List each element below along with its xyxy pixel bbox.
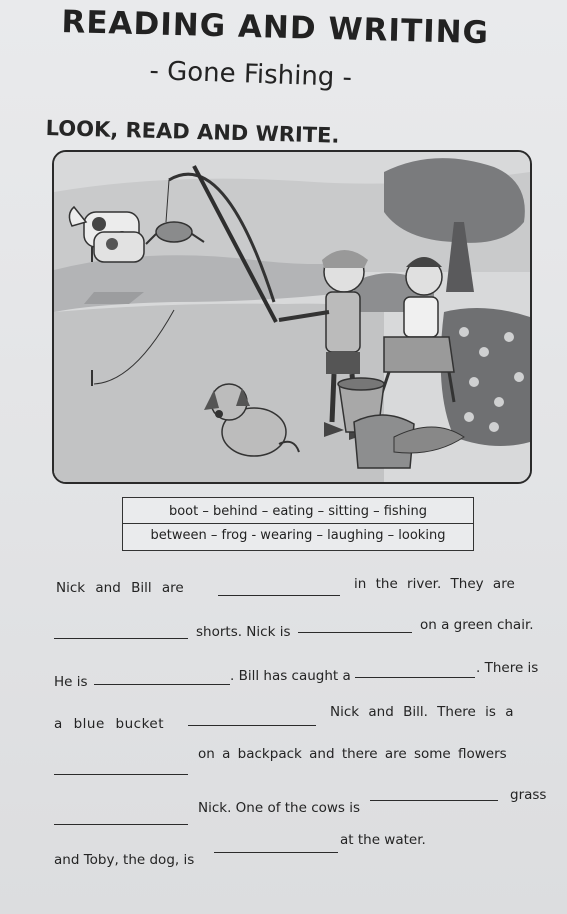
text-line-2a: shorts. Nick is [196,624,291,640]
answer-blank-6[interactable] [188,725,316,726]
answer-blank-8[interactable] [54,824,188,825]
instruction-heading: LOOK, READ AND WRITE. [45,116,340,148]
text-line-1b: in the river. They are [354,576,515,592]
answer-blank-10[interactable] [214,852,338,853]
page-title: READING AND WRITING [61,4,490,52]
text-line-1a: Nick and Bill are [56,580,184,596]
answer-blank-9[interactable] [370,800,498,801]
word-bank-row-1: boot – behind – eating – sitting – fishing [168,504,428,519]
answer-blank-2[interactable] [54,638,188,639]
answer-blank-7[interactable] [54,774,188,775]
text-line-7b: at the water. [340,832,426,848]
text-line-7a: and Toby, the dog, is [54,852,195,868]
answer-blank-5[interactable] [355,677,475,678]
text-line-4b: Nick and Bill. There is a [330,704,514,720]
word-bank [122,497,474,551]
word-bank-row-2: between – frog - wearing – laughing – looking [150,528,446,543]
word-bank-divider [123,523,473,524]
text-line-4a: a blue bucket [54,716,165,732]
text-line-6a: Nick. One of the cows is [198,800,361,816]
fishing-illustration [52,150,532,484]
text-line-3b: . Bill has caught a [230,668,351,684]
text-line-2b: on a green chair. [420,617,534,633]
answer-blank-4[interactable] [94,684,230,685]
answer-blank-3[interactable] [298,632,412,633]
text-line-3a: He is [54,674,88,690]
text-line-5a: on a backpack and there are some flowers [198,746,507,762]
page-subtitle: - Gone Fishing - [148,56,353,94]
text-line-3c: . There is [476,660,539,676]
text-line-6b: grass [510,787,547,803]
answer-blank-1[interactable] [218,595,340,596]
